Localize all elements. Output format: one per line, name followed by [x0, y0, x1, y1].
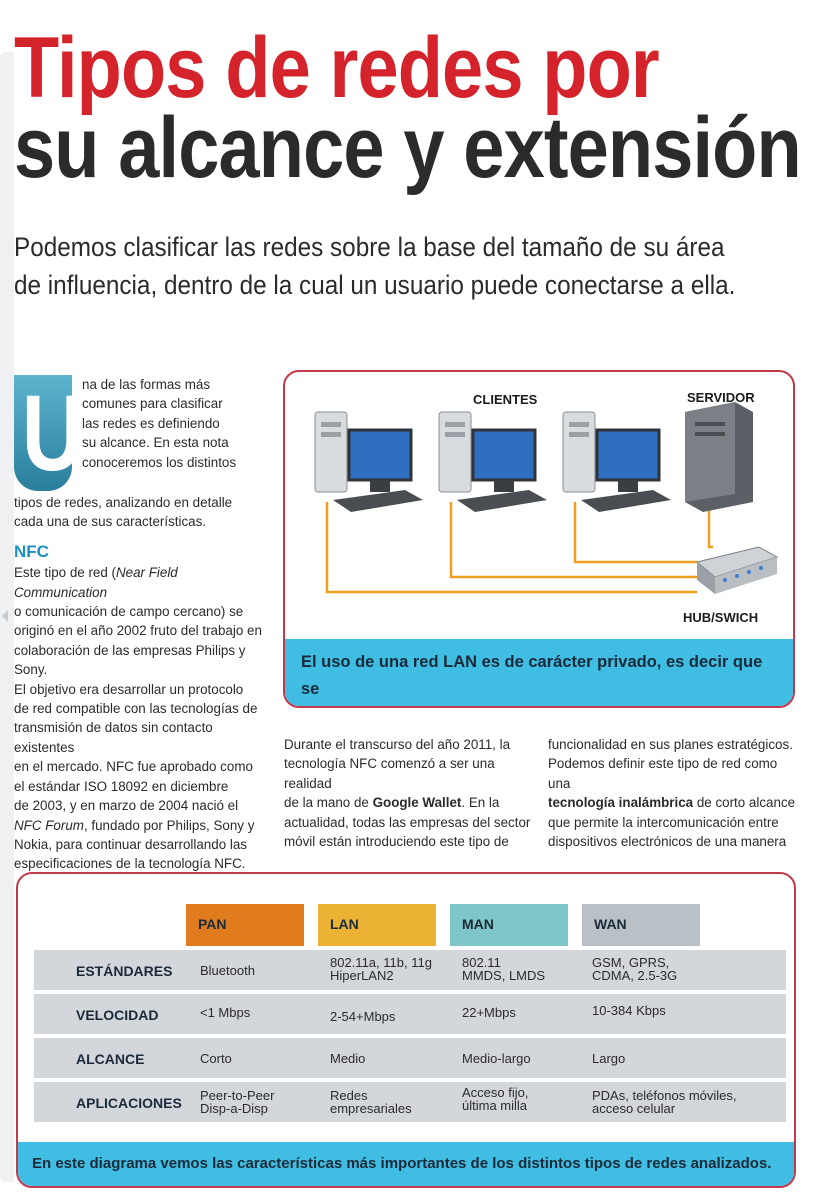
- col3-line: tecnología inalámbrica de corto alcance: [548, 795, 796, 811]
- intro-line: su alcance. En esta nota: [82, 435, 229, 451]
- nfc-line: Este tipo de red (Near Field Communication: [14, 565, 178, 600]
- row-label: VELOCIDAD: [76, 1007, 159, 1023]
- table-cell: GSM, GPRS, CDMA, 2.5-3G: [592, 955, 678, 983]
- nfc-line: en el mercado. NFC fue aprobado como: [14, 759, 253, 775]
- lan-caption-line-1: El uso de una red LAN es de carácter privado, es decir que se: [301, 653, 763, 698]
- row-label: ALCANCE: [76, 1051, 145, 1067]
- nfc-line: o comunicación de campo cercano) se: [14, 604, 244, 620]
- table-row: [34, 994, 786, 1034]
- table-row: [34, 950, 786, 990]
- intro-paragraph: [14, 372, 266, 532]
- row-label: APLICACIONES: [76, 1095, 182, 1111]
- table-row: [34, 1082, 786, 1122]
- table-cell: 10-384 Kbps: [592, 1003, 666, 1018]
- nfc-line: el estándar ISO 18092 en diciembre: [14, 778, 229, 794]
- intro-line: na de las formas más: [82, 377, 211, 392]
- col3-line: funcionalidad en sus planes estratégicos.: [548, 737, 793, 752]
- lan-caption-line-2: [301, 703, 777, 708]
- col2-line: móvil están introduciendo este tipo de: [284, 834, 509, 850]
- nfc-line: de 2003, y en marzo de 2004 nació el: [14, 798, 239, 814]
- article-subtitle: [14, 228, 736, 304]
- table-cell: PDAs, teléfonos móviles, acceso celular: [592, 1088, 737, 1116]
- col3-line: dispositivos electrónicos de una manera: [548, 834, 787, 850]
- table-cell: Medio: [330, 1051, 366, 1066]
- clients-label: CLIENTES: [473, 392, 538, 407]
- col3-line: Podemos definir este tipo de red como una: [548, 756, 778, 791]
- title-line-2: su alcance y extensión: [14, 100, 801, 196]
- header-lan: LAN: [318, 904, 436, 946]
- title-line-1: Tipos de redes por: [14, 20, 659, 116]
- table-cell: 802.11 MMDS, LMDS: [462, 955, 546, 983]
- intro-line: cada una de sus características.: [14, 514, 207, 530]
- intro-line: tipos de redes, analizando en detalle: [14, 495, 233, 510]
- table-cell: Bluetooth: [200, 963, 255, 978]
- network-cables: [327, 502, 713, 592]
- table-cell: Largo: [592, 1051, 626, 1066]
- table-cell: 802.11a, 11b, 11g HiperLAN2: [330, 955, 432, 983]
- col3-line: que permite la intercomunicación entre: [548, 814, 779, 830]
- network-comparison-table: [16, 872, 796, 1188]
- subtitle-line-2: de influencia, dentro de la cual un usuario puede conectarse a ella.: [14, 270, 736, 300]
- nfc-line: Nokia, para continuar desarrollando las: [14, 836, 247, 852]
- article-title: [14, 20, 801, 196]
- table-cell: Medio-largo: [462, 1051, 531, 1066]
- intro-line: las redes es definiendo: [82, 415, 220, 431]
- server-icon: [685, 402, 753, 512]
- article-column-2: [284, 735, 534, 851]
- article-column-3: [548, 735, 798, 851]
- table-cell: Redes empresariales: [330, 1088, 412, 1116]
- nfc-line: NFC Forum, fundado por Philips, Sony y: [14, 817, 255, 833]
- col2-line: de la mano de Google Wallet. En la: [284, 795, 500, 811]
- table-cell: 2-54+Mbps: [330, 1009, 396, 1024]
- intro-line: conoceremos los distintos: [82, 454, 237, 470]
- table-cell: Peer-to-Peer Disp-a-Disp: [200, 1088, 275, 1116]
- table-cell: Corto: [200, 1051, 232, 1066]
- client-computer-icon: [563, 412, 671, 512]
- table-row: [34, 1038, 786, 1078]
- lan-diagram-illustration: [285, 372, 793, 642]
- nfc-line: originó en el año 2002 fruto del trabajo en: [14, 623, 262, 639]
- col2-line: actualidad, todas las empresas del sector: [284, 814, 531, 830]
- col2-line: Durante el transcurso del año 2011, la: [284, 737, 511, 752]
- article-column-1: [14, 372, 266, 874]
- table-cell: Acceso fijo, última milla: [462, 1085, 529, 1113]
- row-label: ESTÁNDARES: [76, 963, 173, 979]
- hub-switch-label: HUB/SWICH: [683, 610, 759, 625]
- nfc-line: El objetivo era desarrollar un protocolo: [14, 681, 244, 697]
- client-computer-icon: [315, 412, 423, 512]
- lan-diagram-caption: [285, 639, 793, 706]
- col2-line: tecnología NFC comenzó a ser una realidad: [284, 756, 495, 791]
- intro-line: comunes para clasificar: [82, 396, 223, 412]
- table-cell: 22+Mbps: [462, 1005, 516, 1020]
- drop-cap: U: [14, 375, 72, 491]
- lan-diagram: [283, 370, 795, 708]
- nfc-line: de red compatible con las tecnologías de: [14, 701, 258, 717]
- table-caption: En este diagrama vemos las características más importantes de los distintos tipos de redes analizados.: [18, 1142, 794, 1186]
- nfc-line: transmisión de datos sin contacto existentes: [14, 720, 213, 755]
- server-label: SERVIDOR: [687, 390, 755, 405]
- header-wan: WAN: [582, 904, 700, 946]
- nfc-line: especificaciones de la tecnología NFC.: [14, 856, 246, 872]
- hub-switch-icon: [697, 547, 777, 594]
- header-pan: PAN: [186, 904, 304, 946]
- nfc-line: colaboración de las empresas Philips y Sony.: [14, 642, 246, 678]
- header-man: MAN: [450, 904, 568, 946]
- nfc-heading: NFC: [14, 541, 49, 561]
- table-cell: <1 Mbps: [200, 1005, 251, 1020]
- subtitle-line-1: Podemos clasificar las redes sobre la base del tamaño de su área: [14, 232, 725, 262]
- previous-page-arrow-icon[interactable]: [2, 610, 8, 622]
- client-computer-icon: [439, 412, 547, 512]
